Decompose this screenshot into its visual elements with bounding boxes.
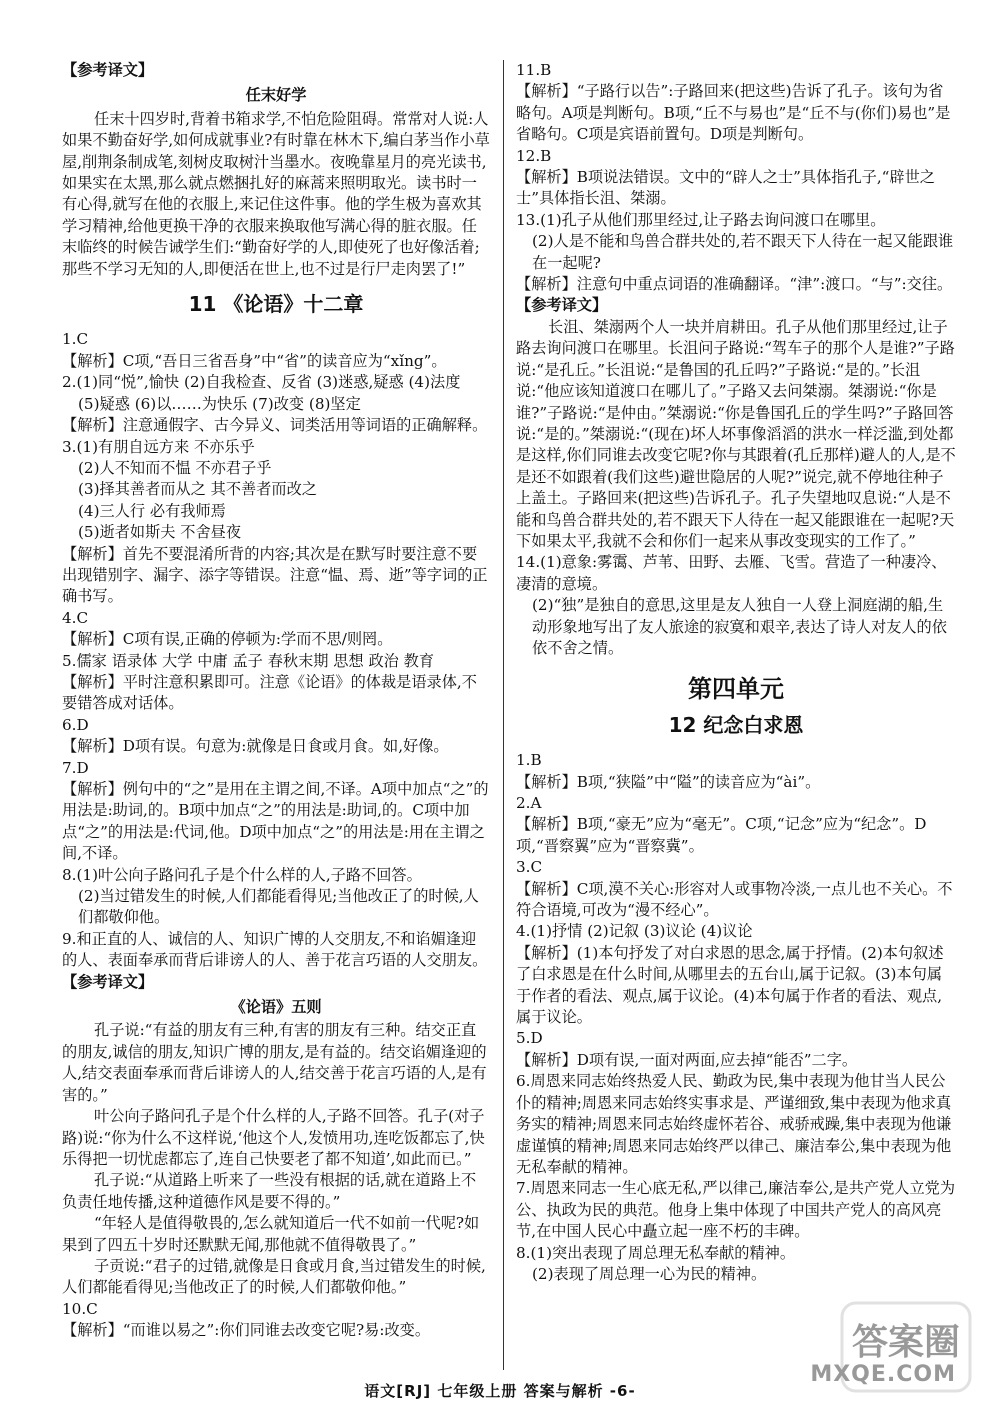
- reference-title: 任末好学: [245, 86, 307, 105]
- answer-8-1: 8.(1)叶公向子路问孔子是个什么样的人,子路不回答。: [62, 865, 422, 884]
- analysis-5: 【解析】平时注意积累即可。注意《论语》的体裁是语录体,不要错答成对话体。: [62, 672, 477, 713]
- analysis-3: 【解析】首先不要混淆所背的内容;其次是在默写时要注意不要出现错别字、漏字、添字等错误。注意“愠、焉、逝”等字词的正确书写。: [62, 544, 488, 606]
- answer-2b: (5)疑惑 (6)以……为快乐 (7)改变 (8)坚定: [78, 394, 361, 413]
- answer-4: 4.C: [62, 608, 89, 627]
- answer-3-1: 3.(1)有朋自远方来 不亦乐乎: [62, 437, 255, 456]
- answer-u4-7: 7.周恩来同志一生心底无私,严以律己,廉洁奉公,是共产党人立党为公、执政为民的典范。他身上集中体现了中国共产党人的高风亮节,在中国人民心中矗立起一座不朽的丰碑。: [516, 1179, 956, 1241]
- answer-u4-2: 2.A: [516, 794, 542, 812]
- answer-7: 7.D: [62, 758, 89, 777]
- reference-paragraph: 孔子说:“从道路上听来了一些没有根据的话,就在道路上不负责任地传播,这种道德作风是要不得的。”: [62, 1171, 477, 1211]
- reference-paragraph: 子贡说:“君子的过错,就像是日食或月食,当过错发生的时候,人们都能看得见;当他改正了的时候,人们都敬仰他。”: [62, 1256, 486, 1297]
- reference-translation-label-2: 【参考译文】: [62, 972, 154, 991]
- section-title-2: 12 纪念白求恩: [668, 712, 804, 737]
- answer-u4-1: 1.B: [516, 751, 542, 770]
- analysis-12: 【解析】B项说法错误。文中的“辟人之士”具体指孔子,“辟世之士”具体指长沮、桀溺。: [516, 168, 935, 208]
- analysis-11: 【解析】“子路行以告”:子路回来(把这些)告诉了孔子。该句为省略句。A项是判断句。B项,“丘不与易也”是“丘不与(你们)易也”是省略句。C项是宾语前置句。D项是判断句。: [516, 82, 951, 144]
- reference-paragraph: “年轻人是值得敬畏的,怎么就知道后一代不如前一代呢?如果到了四五十岁时还默默无闻,那他就不值得敬畏了。”: [62, 1214, 480, 1254]
- answer-u4-8-1: 8.(1)突出表现了周总理无私奉献的精神。: [516, 1243, 796, 1262]
- reference-body: 任末十四岁时,背着书箱求学,不怕危险阻碍。常常对人说:人如果不勤奋好学,如何成就事业?有时靠在林木下,编白茅当作小草屋,削荆条制成笔,刻树皮取树汁当墨水。夜晚靠星月的亮光读书,如果实在太黑,那么就点燃捆扎好的麻蒿来照明取光。读书时一有心得,就写在他的衣服上,来记住这件事。他的学生极为喜欢其学习精神,给他更换干净的衣服来换取他写满心得的脏衣服。任末临终的时候告诫学生们:“勤奋好学的人,即使死了也好像活着;那些不学习无知的人,即便活在世上,也不过是行尸走肉罢了!”: [62, 109, 490, 278]
- analysis-u4-1: 【解析】B项,“狭隘”中“隘”的读音应为“ài”。: [516, 772, 821, 791]
- answer-1: 1.C: [62, 330, 89, 349]
- answer-3-2: (2)人不知而不愠 不亦君子乎: [78, 458, 272, 477]
- analysis-4: 【解析】C项有误,正确的停顿为:学而不思/则罔。: [62, 630, 393, 649]
- answer-10: 10.C: [62, 1299, 98, 1318]
- reference-paragraph: 叶公向子路问孔子是个什么样的人,子路不回答。孔子(对子路)说:“你为什么不这样说,‘他这个人,发愤用功,连吃饭都忘了,快乐得把一切忧虑都忘了,连自己快要老了都不知道’,如此而已。”: [62, 1107, 485, 1168]
- answer-14-1: 14.(1)意象:雾霭、芦苇、田野、去雁、飞雪。营造了一种凄冷、凄清的意境。: [516, 553, 947, 593]
- right-column: [516, 60, 956, 1285]
- reference-body-3: 长沮、桀溺两个人一块并肩耕田。孔子从他们那里经过,让子路去询问渡口在哪里。长沮问子路说:“驾车子的那个人是谁?”子路说:“是孔丘。”长沮说:“是鲁国的孔丘吗?”子路说:“是的。”长沮说:“他应该知道渡口在哪儿了。”子路又去问桀溺。桀溺说:“你是谁?”子路说:“是仲由。”桀溺说:“你是鲁国孔丘的学生吗?”子路回答说:“是的。”桀溺说:“(现在)坏人坏事像滔滔的洪水一样泛滥,到处都是这样,你们同谁去改变它呢?你与其跟着(孔丘那样)避人的人,是不是还不如跟着(我们这些)避世隐居的人呢?”说完,就不停地往种子上盖土。子路回来(把这些)告诉孔子。孔子失望地叹息说:“人是不能和鸟兽合群共处的,若不跟天下人待在一起又能跟谁在一起呢?天下如果太平,我就不会和你们一起来从事改变现实的工作了。”: [516, 317, 956, 550]
- answer-u4-5: 5.D: [516, 1029, 543, 1048]
- left-column: [62, 60, 490, 1342]
- analysis-13: 【解析】注意句中重点词语的准确翻译。“津”:渡口。“与”:交往。: [516, 275, 953, 294]
- answer-14-2: (2)“独”是独自的意思,这里是友人独自一人登上洞庭湖的船,生动形象地写出了友人旅途的寂寞和艰辛,表达了诗人对友人的依依不舍之情。: [532, 596, 947, 657]
- answer-u4-6: 6.周恩来同志始终热爱人民、勤政为民,集中表现为他甘当人民公仆的精神;周恩来同志始终实事求是、严谨细致,集中表现为他求真务实的精神;周恩来同志始终虚怀若谷、戒骄戒躁,集中表现为他谦虚谨慎的精神;周恩来同志始终严以律己、廉洁奉公,集中表现为他无私奉献的精神。: [516, 1072, 952, 1176]
- answer-13-1: 13.(1)孔子从他们那里经过,让子路去询问渡口在哪里。: [516, 210, 886, 229]
- answer-8-2: (2)当过错发生的时候,人们都能看得见;当他改正了的时候,人们都敬仰他。: [78, 887, 479, 927]
- analysis-6: 【解析】D项有误。句意为:就像是日食或月食。如,好像。: [62, 737, 449, 756]
- answer-u4-3: 3.C: [516, 858, 543, 877]
- column-divider: [503, 60, 504, 1370]
- analysis-u4-2: 【解析】B项,“豪无”应为“毫无”。C项,“记念”应为“纪念”。D项,“晋察翼”应为“晋察冀”。: [516, 815, 927, 855]
- reference-title-2: 《论语》五则: [230, 998, 322, 1017]
- answer-2a: 2.(1)同“悦”,愉快 (2)自我检查、反省 (3)迷惑,疑惑 (4)法度: [62, 373, 461, 392]
- analysis-1: 【解析】C项,“吾日三省吾身”中“省”的读音应为“xǐng”。: [62, 351, 447, 370]
- answer-12: 12.B: [516, 146, 552, 165]
- answer-11: 11.B: [516, 61, 552, 79]
- watermark-url: MXQE.COM: [810, 1361, 956, 1387]
- answer-3-5: (5)逝者如斯夫 不舍昼夜: [78, 523, 242, 542]
- answer-u4-8-2: (2)表现了周总理一心为民的精神。: [532, 1264, 767, 1283]
- answer-u4-4: 4.(1)抒情 (2)记叙 (3)议论 (4)议论: [516, 922, 753, 941]
- reference-paragraph: 孔子说:“有益的朋友有三种,有害的朋友有三种。结交正直的朋友,诚信的朋友,知识广博的朋友,是有益的。结交谄媚逢迎的人,结交表面奉承而背后诽谤人的人,结交善于花言巧语的人,是有害的。”: [62, 1021, 487, 1104]
- analysis-2: 【解析】注意通假字、古今异义、词类活用等词语的正确解释。: [62, 416, 488, 435]
- analysis-u4-4: 【解析】(1)本句抒发了对白求恩的思念,属于抒情。(2)本句叙述了白求恩是在什么时间,从哪里去的五台山,属于记叙。(3)本句属于作者的看法、观点,属于议论。(4)本句属于作者的看法、观点,属于议论。: [516, 943, 944, 1027]
- analysis-u4-3: 【解析】C项,漠不关心:形容对人或事物冷淡,一点儿也不关心。不符合语境,可改为“漫不经心”。: [516, 879, 953, 920]
- analysis-10: 【解析】“而谁以易之”:你们同谁去改变它呢?易:改变。: [62, 1321, 431, 1340]
- answer-3-3: (3)择其善者而从之 其不善者而改之: [78, 480, 317, 499]
- answer-5: 5.儒家 语录体 大学 中庸 孟子 春秋末期 思想 政治 教育: [62, 651, 435, 670]
- unit-title: 第四单元: [688, 675, 784, 704]
- reference-translation-label-3: 【参考译文】: [516, 296, 608, 315]
- analysis-u4-5: 【解析】D项有误,一面对两面,应去掉“能否”二字。: [516, 1050, 858, 1069]
- answer-13-2: (2)人是不能和鸟兽合群共处的,若不跟天下人待在一起又能跟谁在一起呢?: [532, 232, 954, 272]
- answer-9: 9.和正直的人、诚信的人、知识广博的人交朋友,不和谄媚逢迎的人、表面奉承而背后诽谤人的人、善于花言巧语的人交朋友。: [62, 929, 488, 970]
- reference-translation-label: 【参考译文】: [62, 61, 154, 79]
- watermark-text: 答案圈: [851, 1321, 960, 1363]
- answer-3-4: (4)三人行 必有我师焉: [78, 501, 226, 520]
- page-footer: 语文[RJ] 七年级上册 答案与解析 -6-: [364, 1382, 636, 1400]
- analysis-7: 【解析】例句中的“之”是用在主谓之间,不译。A项中加点“之”的用法是:助词,的。B项中加点“之”的用法是:助词,的。C项中加点“之”的用法是:代词,他。D项中加点“之”的用法是:用在主谓之间,不译。: [62, 780, 489, 863]
- answer-6: 6.D: [62, 715, 89, 734]
- section-title: 11 《论语》十二章: [188, 292, 364, 317]
